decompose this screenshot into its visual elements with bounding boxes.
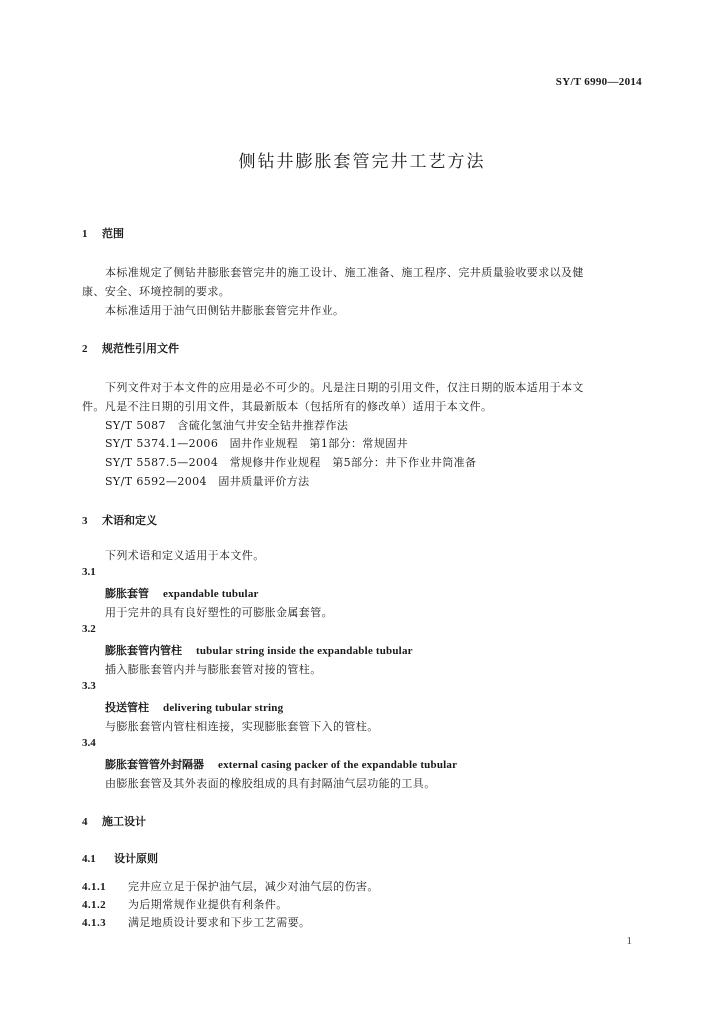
clause-text: 满足地质设计要求和下步工艺需要。 <box>128 916 311 929</box>
term-heading <box>105 642 413 658</box>
clause-item <box>82 878 379 894</box>
section-heading-1 <box>82 225 124 241</box>
clause-item <box>82 914 310 930</box>
section-heading-4 <box>82 813 146 829</box>
term-english: tubular string inside the expandable tubular <box>196 645 413 657</box>
subsection-title: 设计原则 <box>114 852 158 865</box>
clause-number: 3.3 <box>82 680 96 692</box>
term-definition: 由膨胀套管及其外表面的橡胶组成的具有封隔油气层功能的工具。 <box>105 777 436 790</box>
section-title: 规范性引用文件 <box>102 342 179 355</box>
clause-number: 3.4 <box>82 737 96 749</box>
term-chinese: 投送管柱 <box>105 701 149 714</box>
term-heading <box>105 585 259 601</box>
standard-number: SY/T 6990—2014 <box>555 76 642 88</box>
term-definition: 插入膨胀套管内并与膨胀套管对接的管柱。 <box>105 663 322 676</box>
paragraph-line: 本标准适用于油气田侧钻井膨胀套管完井作业。 <box>105 304 345 317</box>
paragraph-line: 本标准规定了侧钻井膨胀套管完井的施工设计、施工准备、施工程序、完井质量验收要求以及健 <box>105 266 584 279</box>
clause-number: 4.1.2 <box>82 899 106 911</box>
term-chinese: 膨胀套管管外封隔器 <box>105 758 204 771</box>
section-heading-3 <box>82 512 157 528</box>
term-chinese: 膨胀套管内管柱 <box>105 644 182 657</box>
page-number: 1 <box>626 935 632 947</box>
term-english: expandable tubular <box>163 588 259 600</box>
term-english: external casing packer of the expandable tubular <box>218 759 458 771</box>
paragraph-line: 下列文件对于本文件的应用是必不可少的。凡是注日期的引用文件，仅注日期的版本适用于本文 <box>105 381 584 394</box>
subsection-number: 4.1 <box>82 853 96 865</box>
document-title: 侧钻井膨胀套管完井工艺方法 <box>238 152 486 172</box>
term-definition: 与膨胀套管内管柱相连接，实现膨胀套管下入的管柱。 <box>105 720 379 733</box>
section-number: 2 <box>82 343 88 355</box>
section-heading-2 <box>82 340 179 356</box>
section-title: 范围 <box>102 227 124 240</box>
reference-item: SY/T 5587.5—2004 常规修井作业规程 第5部分：井下作业井筒准备 <box>105 456 477 469</box>
clause-number: 4.1.1 <box>82 881 106 893</box>
section-title: 术语和定义 <box>102 514 157 527</box>
clause-item <box>82 896 288 912</box>
clause-number: 3.2 <box>82 623 96 635</box>
term-english: delivering tubular string <box>163 702 284 714</box>
section-title: 施工设计 <box>102 815 146 828</box>
term-chinese: 膨胀套管 <box>105 587 149 600</box>
clause-text: 为后期常规作业提供有利条件。 <box>128 898 288 911</box>
section-number: 4 <box>82 816 88 828</box>
clause-number: 3.1 <box>82 566 96 578</box>
section-number: 3 <box>82 515 88 527</box>
paragraph-line: 康、安全、环境控制的要求。 <box>82 285 231 298</box>
clause-text: 完井应立足于保护油气层，减少对油气层的伤害。 <box>128 880 379 893</box>
reference-item: SY/T 5087 含硫化氢油气井安全钻井推荐作法 <box>105 419 349 432</box>
clause-number: 4.1.3 <box>82 917 106 929</box>
term-heading <box>105 699 283 715</box>
subsection-heading <box>82 850 158 866</box>
term-heading <box>105 756 457 772</box>
reference-item: SY/T 5374.1—2006 固井作业规程 第1部分：常规固井 <box>105 437 409 450</box>
reference-item: SY/T 6592—2004 固井质量评价方法 <box>105 475 310 488</box>
paragraph-line: 下列术语和定义适用于本文件。 <box>105 549 265 562</box>
paragraph-line: 件。凡是不注日期的引用文件，其最新版本（包括所有的修改单）适用于本文件。 <box>82 400 493 413</box>
term-definition: 用于完井的具有良好塑性的可膨胀金属套管。 <box>105 606 333 619</box>
section-number: 1 <box>82 228 88 240</box>
